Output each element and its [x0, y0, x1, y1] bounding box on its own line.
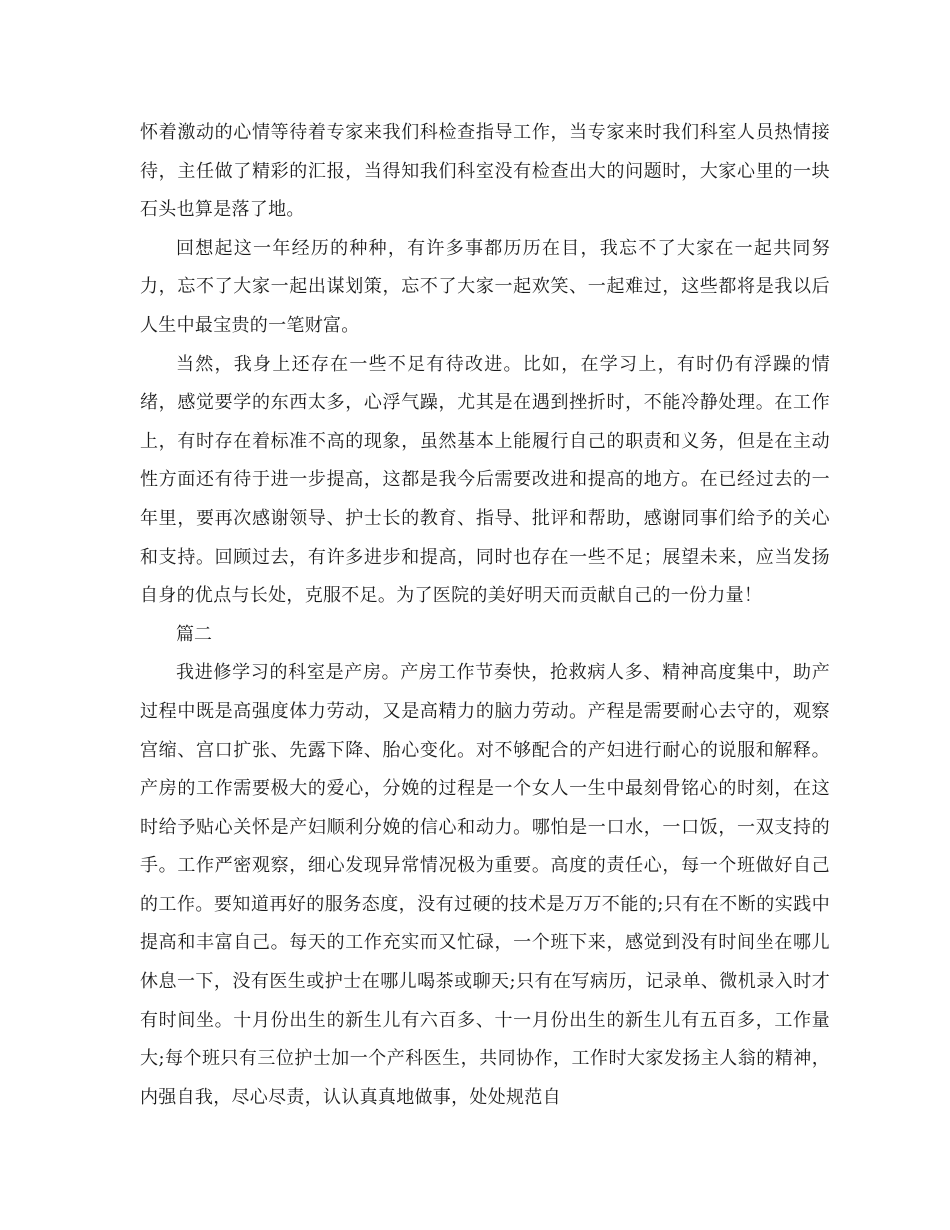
document-body — [140, 114, 830, 1117]
section-heading: 篇二 — [176, 623, 212, 645]
section-paragraph-1: 我进修学习的科室是产房。产房工作节奏快，抢救病人多、精神高度集中，助产过程中既是高强度体力劳动，又是高精力的脑力劳动。产程是需要耐心去守的，观察宫缩、宫口扩张、先露下降、胎心变化。对不够配合的产妇进行耐心的说服和解释。产房的工作需要极大的爱心，分娩的过程是一个女人一生中最刻骨铭心的时刻，在这时给予贴心关怀是产妇顺利分娩的信心和动力。哪怕是一口水，一口饭，一双支持的手。工作严密观察，细心发现异常情况极为重要。高度的责任心，每一个班做好自己的工作。要知道再好的服务态度，没有过硬的技术是万万不能的;只有在不断的实践中提高和丰富自己。每天的工作充实而又忙碌，一个班下来，感觉到没有时间坐在哪儿休息一下，没有医生或护士在哪儿喝茶或聊天;只有在写病历，记录单、微机录入时才有时间坐。十月份出生的新生儿有六百多、十一月份出生的新生儿有五百多，工作量大;每个班只有三位护士加一个产科医生，共同协作，工作时大家发扬主人翁的精神，内强自我，尽心尽责，认认真真地做事，处处规范自 — [140, 662, 830, 1108]
paragraph-3: 当然，我身上还存在一些不足有待改进。比如，在学习上，有时仍有浮躁的情绪，感觉要学的东西太多，心浮气躁，尤其是在遇到挫折时，不能冷静处理。在工作上，有时存在着标准不高的现象，虽然基本上能履行自己的职责和义务，但是在主动性方面还有待于进一步提高，这都是我今后需要改进和提高的地方。在已经过去的一年里，要再次感谢领导、护士长的教育、指导、批评和帮助，感谢同事们给予的关心和支持。回顾过去，有许多进步和提高，同时也存在一些不足；展望未来，应当发扬自身的优点与长处，克服不足。为了医院的美好明天而贡献自己的一份力量！ — [140, 353, 830, 607]
paragraph-1: 怀着激动的心情等待着专家来我们科检查指导工作，当专家来时我们科室人员热情接待，主任做了精彩的汇报，当得知我们科室没有检查出大的问题时，大家心里的一块石头也算是落了地。 — [140, 122, 830, 221]
paragraph-2: 回想起这一年经历的种种，有许多事都历历在目，我忘不了大家在一起共同努力，忘不了大家一起出谋划策，忘不了大家一起欢笑、一起难过，这些都将是我以后人生中最宝贵的一笔财富。 — [140, 237, 830, 336]
